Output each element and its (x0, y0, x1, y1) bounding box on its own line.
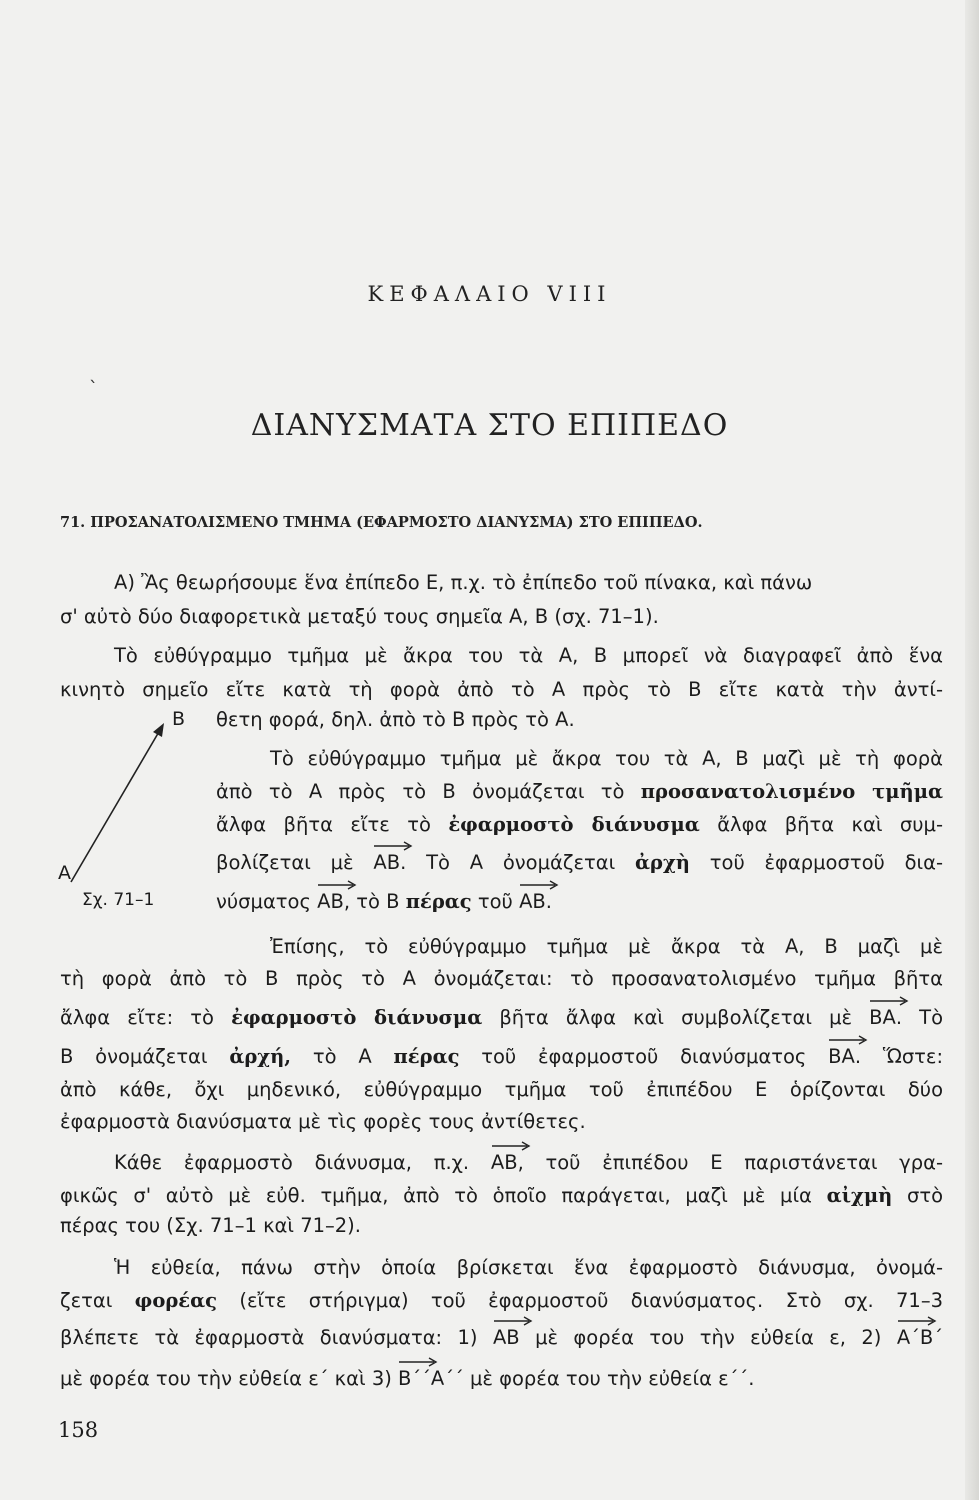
vector-symbol: ΑΒ (493, 1326, 520, 1349)
vector-symbol: ΑΒ (519, 890, 546, 913)
text-line: βολίζεται μὲ ΑΒ. Τὸ Α ὀνομάζεται ἀρχὴ τοῦ ἐφαρμοστοῦ δια- (216, 851, 943, 874)
vector-symbol: ΑΒ (317, 890, 344, 913)
text-line: φικῶς σ' αὐτὸ μὲ εὐθ. τμῆμα, ἀπὸ τὸ ὁποῖο παράγεται, μαζὶ μὲ μία αἰχμὴ στὸ (60, 1184, 944, 1207)
vector-ab-arrowhead (153, 723, 164, 737)
page-edge (965, 0, 979, 1500)
bold-term: πέρας (405, 890, 472, 913)
text-line: ἀπὸ τὸ Α πρὸς τὸ Β ὀνομάζεται τὸ προσανατολισμένο τμῆμα (216, 780, 943, 803)
page-title: ΔΙΑΝΥΣΜΑΤΑ ΣΤΟ ΕΠΙΠΕΔΟ (250, 408, 729, 443)
bold-term: ἀρχή, (229, 1045, 292, 1068)
text-line: πέρας του (Σχ. 71–1 καὶ 71–2). (60, 1214, 361, 1237)
text-line: Α) Ἂς θεωρήσουμε ἕνα ἐπίπεδο Ε, π.χ. τὸ ἐπίπεδο τοῦ πίνακα, καὶ πάνω (114, 571, 813, 594)
text-line: Β ὀνομάζεται ἀρχή, τὸ Α πέρας τοῦ ἐφαρμοστοῦ διανύσματος ΒΑ. Ὥστε: (60, 1045, 943, 1068)
bold-term: ἐφαρμοστὸ διάνυσμα (231, 1006, 483, 1029)
text-line: Τὸ εὐθύγραμμο τμῆμα μὲ ἄκρα του τὰ Α, Β μαζὶ μὲ τὴ φορὰ (270, 747, 943, 770)
text-line: θετη φορά, δηλ. ἀπὸ τὸ Β πρὸς τὸ Α. (216, 708, 575, 731)
text-line: τὴ φορὰ ἀπὸ τὸ Β πρὸς τὸ Α ὀνομάζεται: τὸ προσανατολισμένο τμῆμα βῆτα (60, 967, 943, 990)
text-line: ἄλφα βῆτα εἴτε τὸ ἐφαρμοστὸ διάνυσμα ἄλφα βῆτα καὶ συμ- (216, 813, 943, 836)
text-line: ἐφαρμοστὰ διανύσματα μὲ τὶς φορὲς τους ἀντίθετες. (60, 1110, 586, 1133)
vector-symbol: ΑΒ (373, 851, 400, 874)
bold-term: προσανατολισμένο τμῆμα (640, 780, 943, 803)
text-line: βλέπετε τὰ ἐφαρμοστὰ διανύσματα: 1) ΑΒ μὲ φορέα του τὴν εὐθεία ε, 2) Α΄Β΄ (60, 1326, 943, 1349)
text-line: Τὸ εὐθύγραμμο τμῆμα μὲ ἄκρα του τὰ Α, Β μπορεῖ νὰ διαγραφεῖ ἀπὸ ἕνα (114, 644, 943, 667)
text-line: κινητὸ σημεῖο εἴτε κατὰ τὴ φορὰ ἀπὸ τὸ Α πρὸς τὸ Β εἴτε κατὰ τὴν ἀντί- (60, 678, 943, 701)
figure-71-1 (40, 708, 230, 918)
text-line: ζεται φορέας (εἴτε στήριγμα) τοῦ ἐφαρμοστοῦ διανύσματος. Στὸ σχ. 71–3 (60, 1289, 943, 1312)
vector-symbol: Β΄΄Α΄΄ (398, 1367, 464, 1390)
text-line: Κάθε ἐφαρμοστὸ διάνυσμα, π.χ. ΑΒ, τοῦ ἐπιπέδου Ε παριστάνεται γρα- (114, 1151, 943, 1174)
vector-symbol: ΒΑ (869, 1006, 896, 1029)
vector-symbol: ΑΒ (491, 1151, 518, 1174)
bold-term: φορέας (134, 1289, 218, 1312)
grave-mark: ` (89, 378, 98, 399)
bold-term: ἐφαρμοστὸ διάνυσμα (448, 813, 700, 836)
text-line: μὲ φορέα του τὴν εὐθεία ε΄ καὶ 3) Β΄΄Α΄΄ μὲ φορέα του τὴν εὐθεία ε΄΄. (60, 1367, 754, 1390)
vector-symbol: Α΄Β΄ (897, 1326, 943, 1349)
section-heading: 71. ΠΡΟΣΑΝΑΤΟΛΙΣΜΕΝΟ ΤΜΗΜΑ (ΕΦΑΡΜΟΣΤΟ ΔΙΑΝΥΣΜΑ) ΣΤΟ ΕΠΙΠΕΔΟ. (60, 514, 703, 531)
text-line: νύσματος ΑΒ, τὸ Β πέρας τοῦ ΑΒ. (216, 890, 552, 913)
vector-symbol: ΒΑ (828, 1045, 855, 1068)
figure-caption: Σχ. 71–1 (82, 890, 155, 910)
point-a-label: A (58, 862, 71, 884)
bold-term: ἀρχὴ (635, 851, 690, 874)
bold-term: πέρας (393, 1045, 460, 1068)
text-line: σ' αὐτὸ δύο διαφορετικὰ μεταξύ τους σημεῖα Α, Β (σχ. 71–1). (60, 605, 659, 628)
vector-ab-figure (40, 708, 230, 918)
vector-ab-line (71, 730, 160, 882)
text-line: ἄλφα εἴτε: τὸ ἐφαρμοστὸ διάνυσμα βῆτα ἄλφα καὶ συμβολίζεται μὲ ΒΑ. Τὸ (60, 1006, 943, 1029)
text-line: ἀπὸ κάθε, ὄχι μηδενικό, εὐθύγραμμο τμῆμα τοῦ ἐπιπέδου Ε ὁρίζονται δύο (60, 1078, 943, 1101)
chapter-heading: ΚΕΦΑΛΑΙΟ VIII (367, 282, 612, 306)
bold-term: αἰχμὴ (826, 1184, 893, 1207)
page-number: 158 (58, 1418, 99, 1442)
point-b-label: B (172, 708, 186, 730)
text-line: Ἐπίσης, τὸ εὐθύγραμμο τμῆμα μὲ ἄκρα τὰ Α, Β μαζὶ μὲ (270, 935, 943, 958)
text-line: Ἡ εὐθεία, πάνω στὴν ὁποία βρίσκεται ἕνα ἐφαρμοστὸ διάνυσμα, ὀνομά- (114, 1256, 943, 1279)
